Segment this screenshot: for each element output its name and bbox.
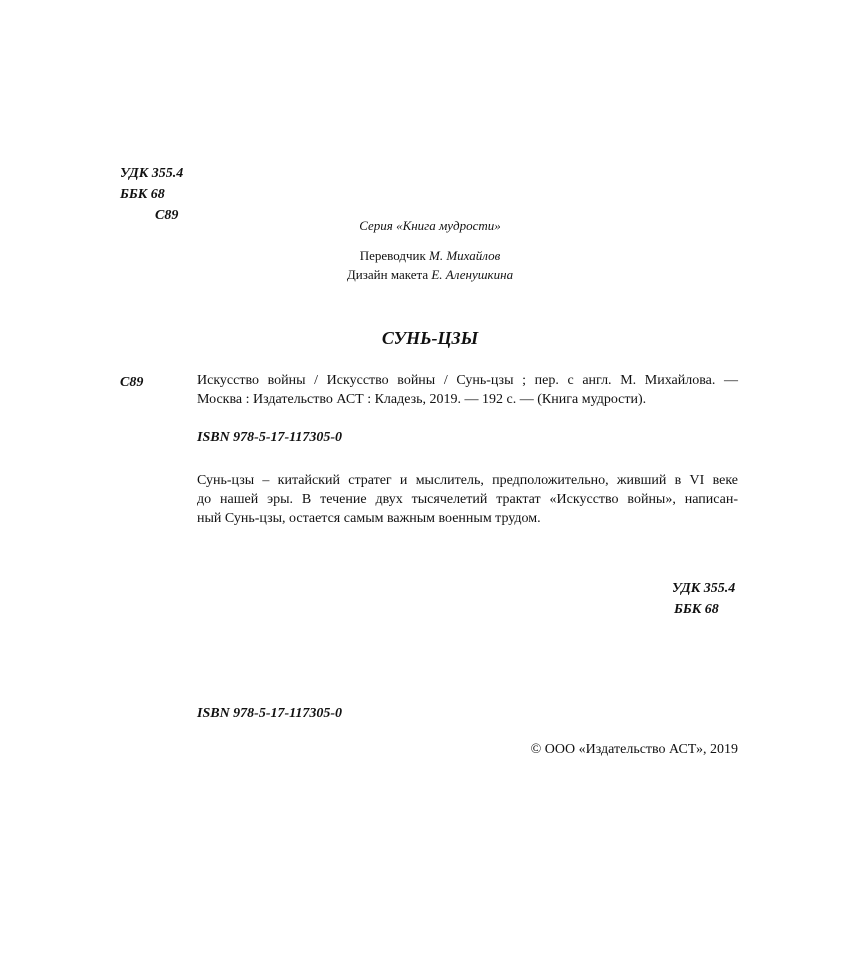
catalog-author-mark: С89 [120, 375, 144, 390]
catalog-isbn: ISBN 978-5-17-117305-0 [197, 430, 343, 445]
annotation-line-3: ный Сунь-цзы, остается самым важным военным трудом. [197, 511, 541, 526]
annotation-line-2: до нашей эры. В течение двух тысячелетий трактат «Искусство войны», написан- [197, 492, 738, 507]
udk-code-top: УДК 355.4 [120, 166, 184, 181]
udk-code-bottom: УДК 355.4 [672, 581, 736, 596]
design-credit [280, 267, 580, 283]
series-name: «Книга мудрости» [396, 218, 501, 233]
translator-label: Переводчик [359, 248, 430, 263]
annotation-line-1: Сунь-цзы – китайский стратег и мыслитель, предположительно, живший в VI веке [197, 473, 738, 488]
copyright-line: © ООО «Издательство АСТ», 2019 [530, 742, 738, 757]
translator-credit [280, 248, 580, 264]
design-name: Е. Аленушкина [431, 267, 514, 282]
isbn-bottom: ISBN 978-5-17-117305-0 [197, 706, 343, 721]
catalog-line-2: Москва : Издательство АСТ : Кладезь, 2019. — 192 с. — (Книга мудрости). [197, 392, 647, 407]
catalog-line-1: Искусство войны / Искусство войны / Сунь-цзы ; пер. с англ. М. Михайлова. — [197, 373, 738, 388]
bbk-code-top: ББК 68 [120, 187, 165, 202]
author-title: СУНЬ-ЦЗЫ [381, 328, 479, 348]
translator-name: М. Михайлов [429, 248, 501, 263]
design-label: Дизайн макета [346, 267, 432, 282]
series-line [300, 218, 560, 234]
series-prefix: Серия [359, 218, 397, 233]
author-mark-top: С89 [155, 208, 179, 223]
bbk-code-bottom: ББК 68 [674, 602, 719, 617]
